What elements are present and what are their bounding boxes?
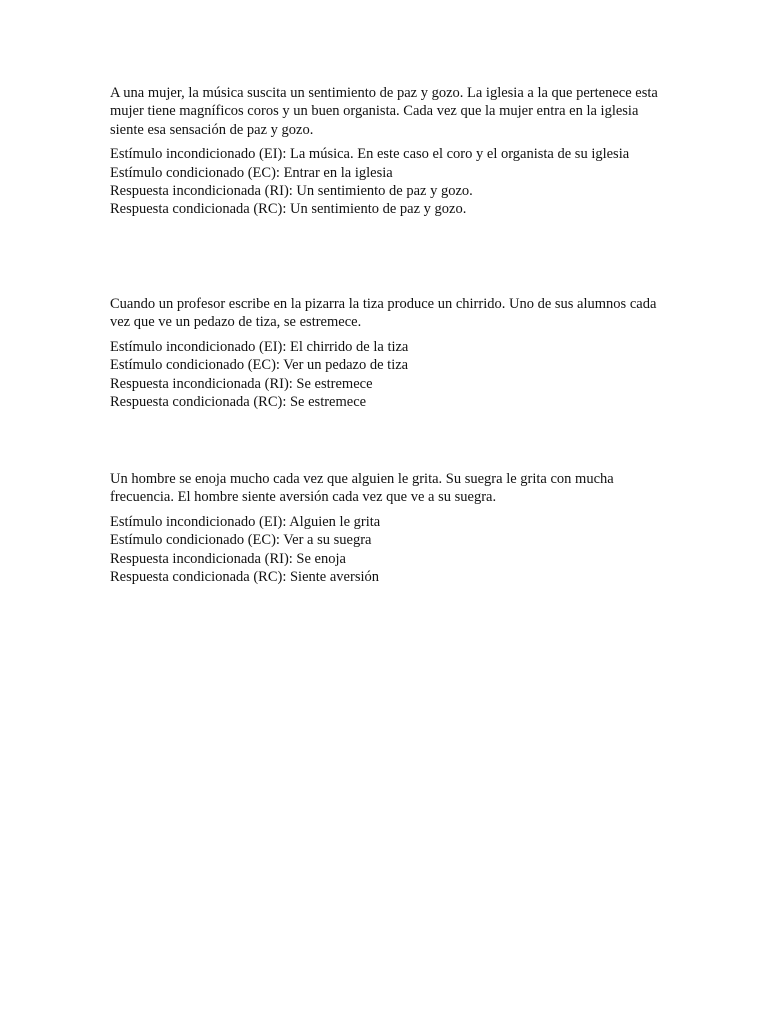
conditioned-stimulus: Estímulo condicionado (EC): Entrar en la iglesia (110, 164, 393, 181)
scenario-paragraph: Cuando un profesor escribe en la pizarra la tiza produce un chirrido. Uno de sus alumnos cada vez que ve un pedazo de tiza, se estremece. (110, 296, 657, 331)
conditioned-response: Respuesta condicionada (RC): Un sentimiento de paz y gozo. (110, 201, 467, 218)
classification-list (110, 513, 670, 587)
conditioned-response: Respuesta condicionada (RC): Siente aversión (110, 569, 379, 586)
unconditioned-response: Respuesta incondicionada (RI): Se estremece (110, 375, 373, 392)
scenario-paragraph: Un hombre se enoja mucho cada vez que alguien le grita. Su suegra le grita con mucha frecuencia. El hombre siente aversión cada vez que ve a su suegra. (110, 471, 614, 506)
scenario-paragraph: A una mujer, la música suscita un sentimiento de paz y gozo. La iglesia a la que pertenece esta mujer tiene magníficos coros y un buen organista. Cada vez que la mujer entra en la iglesia siente esa sensación de paz y gozo. (110, 85, 658, 138)
unconditioned-stimulus: Estímulo incondicionado (EI): La música. En este caso el coro y el organista de su iglesia (110, 146, 630, 163)
conditioned-response: Respuesta condicionada (RC): Se estremece (110, 394, 367, 411)
exercise-block-1 (110, 84, 670, 219)
unconditioned-response: Respuesta incondicionada (RI): Un sentimiento de paz y gozo. (110, 183, 473, 200)
conditioned-stimulus: Estímulo condicionado (EC): Ver a su suegra (110, 532, 372, 549)
conditioned-stimulus: Estímulo condicionado (EC): Ver un pedazo de tiza (110, 357, 409, 374)
exercise-block-2 (110, 295, 670, 411)
classification-list (110, 145, 670, 219)
classification-list (110, 338, 670, 412)
unconditioned-response: Respuesta incondicionada (RI): Se enoja (110, 550, 346, 567)
unconditioned-stimulus: Estímulo incondicionado (EI): Alguien le grita (110, 513, 381, 530)
exercise-block-3 (110, 470, 670, 586)
unconditioned-stimulus: Estímulo incondicionado (EI): El chirrido de la tiza (110, 338, 409, 355)
